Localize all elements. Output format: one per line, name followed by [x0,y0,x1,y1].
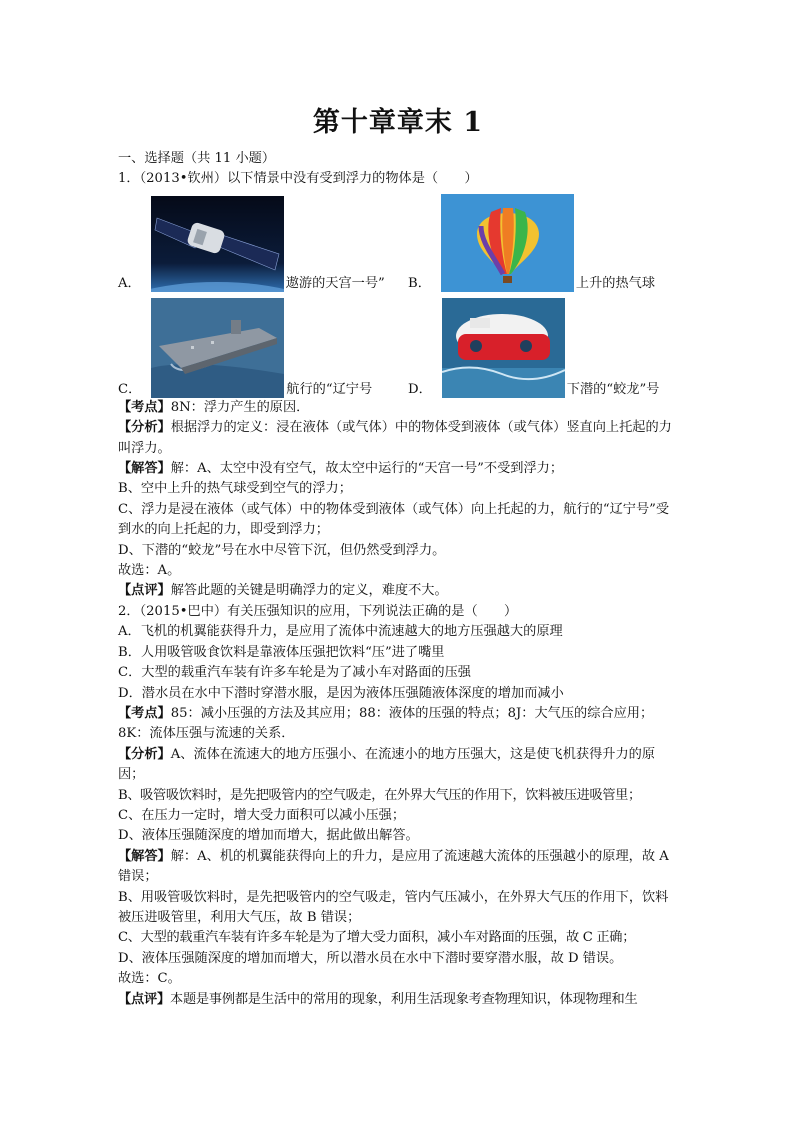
option-letter: C． [118,381,142,397]
q1-option-b [408,194,655,292]
option-letter: B． [408,275,431,291]
q2-fenxi-3: D、液体压强随深度的增加而增大，据此做出解答。 [118,828,419,844]
q1-option-d [408,298,659,398]
q2-jieda-1: B、用吸管吸饮料时，是先把吸管内的空气吸走，管内气压减小，在外界大气压的作用下，饮料被压进吸管里，利用大气压，故 B 错误； [118,889,669,925]
q2-option-c: C．大型的载重汽车装有许多车轮是为了减小车对路面的压强 [118,665,471,681]
option-letter: A． [118,275,141,291]
q1-dianping [118,581,678,601]
q1-option-c [118,298,372,398]
tag-label: 【考点】 [118,399,171,415]
q1-stem: 1．（2013•钦州）以下情景中没有受到浮力的物体是（ ） [118,171,478,187]
q2-fenxi-0 [118,745,678,786]
q1-options-row-cd [118,296,678,398]
q1-jieda-1: B、空中上升的热气球受到空气的浮力； [118,481,352,497]
q2-option-a: A．飞机的机翼能获得升力，是应用了流体中流速越大的地方压强越大的原理 [118,624,563,640]
q1-jieda-2: C、浮力是浸在液体（或气体）中的物体受到液体（或气体）向上托起的力，航行的“辽宁号”受到水的向上托起的力，即受到浮力； [118,501,670,538]
jieda-text: 解：A、机的机翼能获得向上的升力，是应用了流速越大流体的压强越小的原理，故 A 错误； [118,848,669,885]
spacecraft-image [151,196,284,292]
q1-jieda-0 [118,459,678,479]
fenxi-text: A、流体在流速大的地方压强小、在流速小的地方压强大，这是使飞机获得升力的原因； [118,746,656,783]
q2-dianping [118,990,678,1010]
q2-jieda-2: C、大型的载重汽车装有许多车轮是为了增大受力面积，减小车对路面的压强，故 C 正确； [118,930,636,946]
fenxi-text: 根据浮力的定义：浸在液体（或气体）中的物体受到液体（或气体）竖直向上托起的力叫浮力。 [118,420,672,456]
tag-label: 【考点】 [118,705,171,721]
kaodian-text: 8N：浮力产生的原因． [170,399,310,415]
hot-air-balloon-image [441,194,574,292]
dianping-text: 解答此题的关键是明确浮力的定义，难度不大。 [170,583,448,599]
option-caption: 上升的热气球 [575,275,656,291]
submersible-image [442,298,565,398]
document-page [118,100,678,1010]
tag-label: 【分析】 [118,420,171,436]
q1-jieda-3: D、下潜的“蛟龙”号在水中尽管下沉，但仍然受到浮力。 [118,542,446,558]
tag-label: 【解答】 [118,848,171,864]
q1-jieda-4: 故选：A。 [118,563,181,579]
q2-kaodian [118,704,678,745]
q2-option-b: B．人用吸管吸食饮料是靠液体压强把饮料“压”进了嘴里 [118,644,445,660]
section-heading: 一、选择题（共 11 小题） [118,151,276,166]
option-caption: 遨游的天宫一号” [285,275,385,291]
q2-option-d: D．潜水员在水中下潜时穿潜水服，是因为液体压强随液体深度的增加而减小 [118,685,564,701]
q2-fenxi-1: B、吸管吸饮料时，是先把吸管内的空气吸走，在外界大气压的作用下，饮料被压进吸管里； [118,787,641,803]
page-title: 第十章章末 1 [312,107,484,138]
q1-option-a [118,196,385,292]
q1-options-row-ab [118,190,678,292]
q1-kaodian [118,398,678,418]
tag-label: 【点评】 [118,991,170,1007]
q2-fenxi-2: C、在压力一定时，增大受力面积可以减小压强； [118,807,406,823]
tag-label: 【解答】 [118,461,171,477]
option-caption: 航行的“辽宁号 [286,381,373,397]
q1-fenxi [118,418,678,459]
aircraft-carrier-image [151,298,284,398]
dianping-text: 本题是事例都是生活中的常用的现象，利用生活现象考查物理知识，体现物理和生 [169,991,638,1007]
option-letter: D． [408,381,432,397]
tag-label: 【分析】 [118,746,171,762]
q2-jieda-0 [118,847,678,888]
jieda-text: 解：A、太空中没有空气，故太空中运行的“天宫一号”不受到浮力； [170,461,564,477]
tag-label: 【点评】 [118,583,171,599]
q2-stem: 2．（2015•巴中）有关压强知识的应用，下列说法正确的是（ ） [118,603,518,619]
q2-jieda-3: D、液体压强随深度的增加而增大，所以潜水员在水中下潜时要穿潜水服，故 D 错误。 [118,950,623,966]
q2-jieda-4: 故选：C。 [118,971,181,987]
option-caption: 下潜的“蛟龙”号 [566,381,660,397]
kaodian-text: 85：减小压强的方法及其应用；88：液体的压强的特点；8J：大气压的综合应用；8K：流体压强与流速的关系． [118,705,654,742]
